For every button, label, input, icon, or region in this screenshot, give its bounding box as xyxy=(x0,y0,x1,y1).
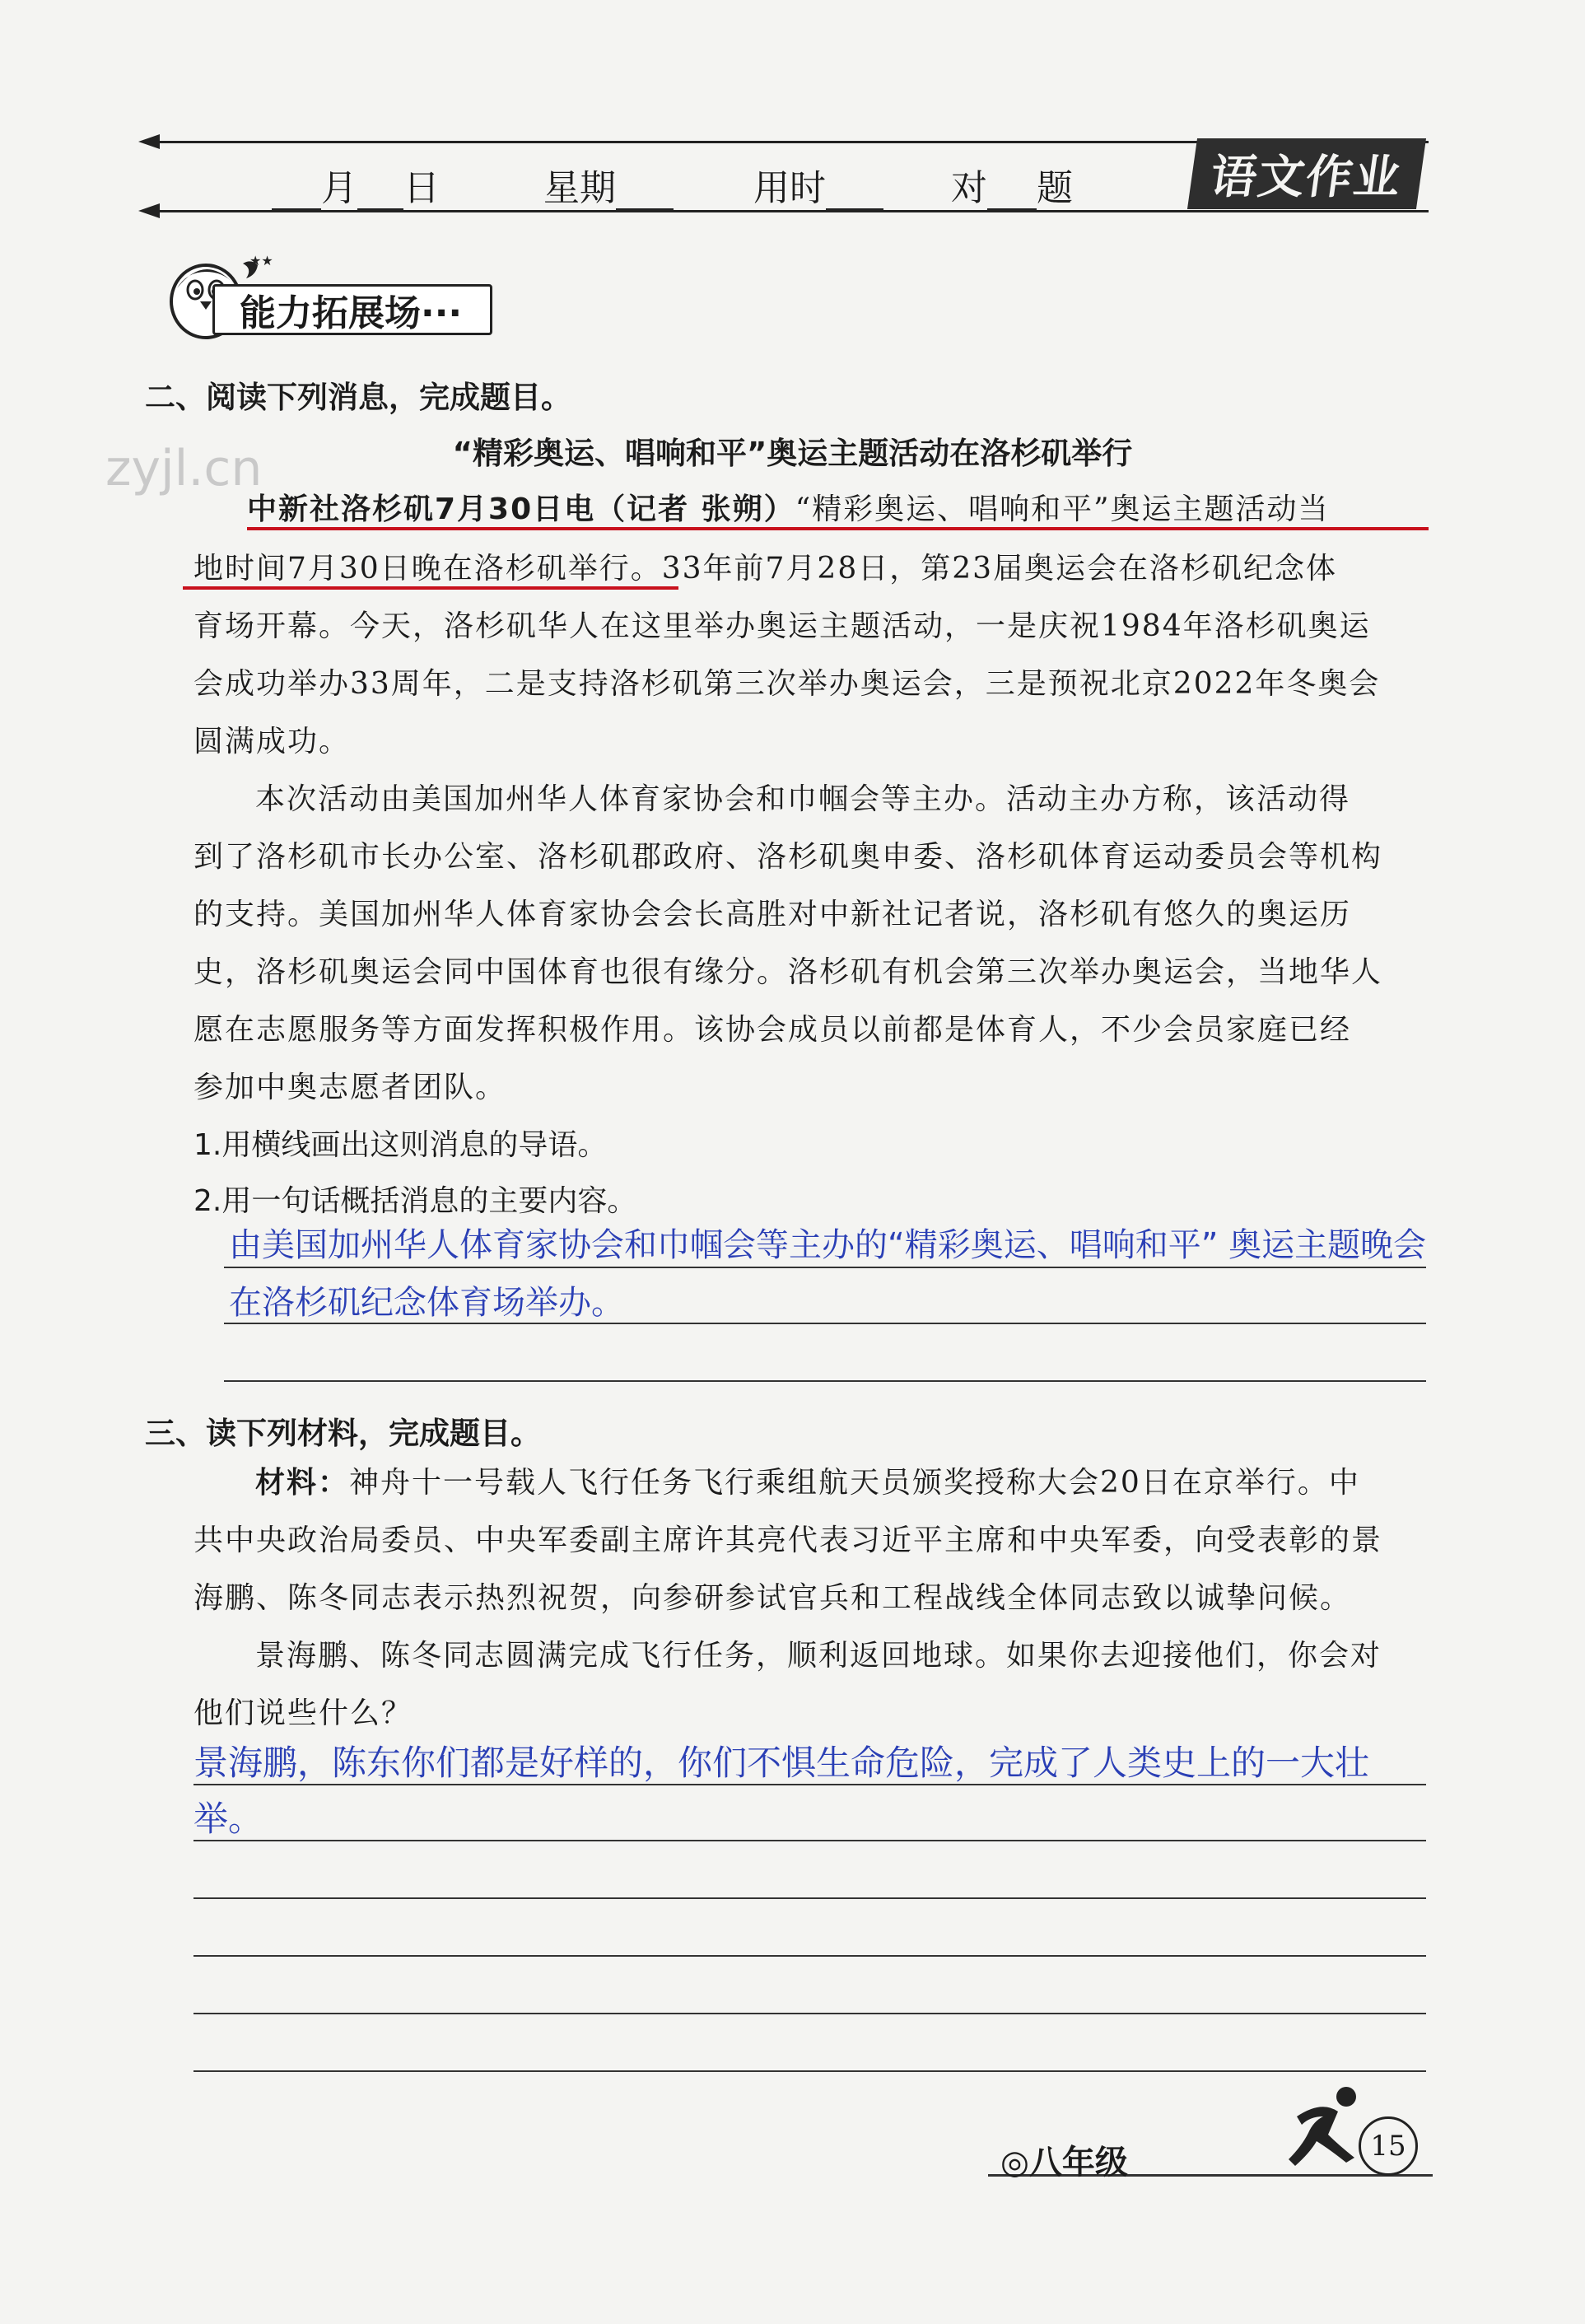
section-banner: 能力拓展场··· xyxy=(212,284,492,335)
answer-rule xyxy=(193,1955,1426,1957)
section-2-title: 二、阅读下列消息，完成题目。 xyxy=(145,380,571,415)
header-date: 月 日 xyxy=(272,158,440,211)
lead-underline-1 xyxy=(247,527,1429,530)
answer-rule xyxy=(193,2070,1426,2072)
news-paragraph-line: 中新社洛杉矶7月30日电（记者 张朔）“精彩奥运、唱响和平”奥运主题活动当 xyxy=(247,492,1330,526)
news-dateline: 中新社洛杉矶7月30日电（记者 张朔） xyxy=(247,492,795,526)
grade-label: ◎八年级 xyxy=(1000,2144,1128,2182)
news-paragraph-line: 会成功举办33周年，二是支持洛杉矶第三次举办奥运会，三是预祝北京2022年冬奥会 xyxy=(193,667,1381,701)
news-paragraph-line: 到了洛杉矶市长办公室、洛杉矶郡政府、洛杉矶奥申委、洛杉矶体育运动委员会等机构 xyxy=(193,840,1383,874)
runner-icon xyxy=(1280,2084,1371,2174)
question-1: 1.用横线画出这则消息的导语。 xyxy=(193,1128,608,1162)
news-paragraph-line: 愿在志愿服务等方面发挥积极作用。该协会成员以前都是体育人，不少会员家庭已经 xyxy=(193,1013,1352,1047)
material-line: 材料：神舟十一号载人飞行任务飞行乘组航天员颁奖授称大会20日在京举行。中 xyxy=(255,1466,1360,1500)
news-paragraph-line: 圆满成功。 xyxy=(193,725,351,758)
header-weekday: 星期 xyxy=(543,158,674,211)
question-2: 2.用一句话概括消息的主要内容。 xyxy=(193,1184,637,1218)
material-line: 海鹏、陈冬同志表示热烈祝贺，向参研参试官兵和工程战线全体同志致以诚挚问候。 xyxy=(193,1581,1352,1615)
answer-rule xyxy=(193,1784,1426,1785)
news-paragraph-line: 参加中奥志愿者团队。 xyxy=(193,1071,507,1104)
answer-rule xyxy=(224,1323,1426,1324)
answer-rule xyxy=(224,1380,1426,1382)
header-time-used: 用时 xyxy=(753,158,883,211)
answer-rule xyxy=(224,1267,1426,1268)
news-paragraph-line: 育场开幕。今天，洛杉矶华人在这里举办奥运主题活动，一是庆祝1984年洛杉矶奥运 xyxy=(193,609,1371,643)
header-score: 对 题 xyxy=(951,167,1073,209)
news-paragraph-line: 本次活动由美国加州华人体育家协会和巾帼会等主办。活动主办方称，该活动得 xyxy=(255,782,1351,816)
section-3-title: 三、读下列材料，完成题目。 xyxy=(145,1416,541,1451)
news-paragraph-line: 地时间7月30日晚在洛杉矶举行。33年前7月28日，第23届奥运会在洛杉矶纪念体 xyxy=(193,552,1338,586)
news-paragraph-line: 史，洛杉矶奥运会同中国体育也很有缘分。洛杉矶有机会第三次举办奥运会，当地华人 xyxy=(193,955,1383,989)
news-paragraph-line: 的支持。美国加州华人体育家协会会长高胜对中新社记者说，洛杉矶有悠久的奥运历 xyxy=(193,898,1352,931)
answer-rule xyxy=(193,2013,1426,2014)
lead-underline-2 xyxy=(183,586,678,590)
answer-2-line-2: 在洛杉矶纪念体育场举办。 xyxy=(229,1284,624,1322)
news-title: “精彩奥运、唱响和平”奥运主题活动在洛杉矶举行 xyxy=(452,436,1133,471)
answer-rule xyxy=(193,1840,1426,1841)
brand-label: 语文作业 xyxy=(1187,138,1426,209)
watermark: zyjl.cn xyxy=(105,440,263,497)
question-3-line: 他们说些什么？ xyxy=(193,1696,413,1730)
material-line: 共中央政治局委员、中央军委副主席许其亮代表习近平主席和中央军委，向受表彰的景 xyxy=(193,1524,1383,1557)
page-number: 15 xyxy=(1359,2116,1418,2176)
answer-3-line-2: 举。 xyxy=(193,1799,263,1839)
material-label: 材料： xyxy=(255,1466,350,1500)
answer-2-line-1: 由美国加州华人体育家协会和巾帼会等主办的“精彩奥运、唱响和平” 奥运主题晚会 xyxy=(229,1226,1427,1264)
answer-rule xyxy=(193,1897,1426,1899)
answer-3-line-1: 景海鹏，陈东你们都是好样的，你们不惧生命危险，完成了人类史上的一大壮 xyxy=(193,1743,1370,1783)
svg-text:★★: ★★ xyxy=(249,253,273,268)
question-3-line: 景海鹏、陈冬同志圆满完成飞行任务，顺利返回地球。如果你去迎接他们，你会对 xyxy=(255,1639,1382,1673)
